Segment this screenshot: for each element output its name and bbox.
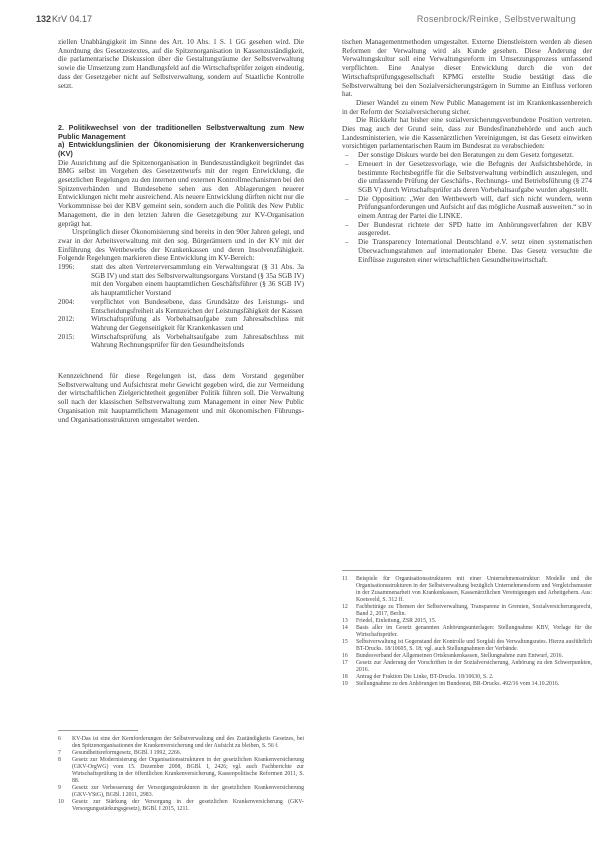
timeline-text: statt des alten Vertreterversammlung ein Verwaltungsrat (§ 31 Abs. 3a SGB IV) und statt des Selbstverwaltungsorgans Vorstand (§ 35a SGB IV) mit den Vorgaben einem hauptamtlichen Geschäftsführer (§ 36 SGB IV) als hauptamtlicher Vorstand (91, 263, 304, 298)
section-heading: 2. Politikwechsel von der traditionellen Selbstverwaltung zum New Public Management (58, 123, 304, 141)
dash-icon: – (345, 238, 349, 247)
footnote (342, 660, 592, 674)
footnote-text: Gesetz zur Änderung der Vorschriften in der Sozialversicherung, Anhörung zu den Schwerpunkten, 2016. (356, 660, 592, 673)
bullet-item (342, 151, 592, 160)
footnote-text: Beispiele für Organisationsstrukturen mit einer Unternehmensstruktur: Modelle und die Organisationsstrukturen in der Selbstverwaltung bezüglich Unternehmensform und Vergleichsmuster in der Zusammenarbeit von Krankenkassen, Kassenärztlichen Vereinigungen und Arbeitgebern. Aus: Koetsveld, S. 312 ff. (356, 576, 592, 603)
footnote-number: 13 (342, 618, 348, 624)
dash-icon: – (345, 159, 349, 168)
footnote-number: 16 (342, 653, 348, 659)
footnote (58, 757, 304, 785)
footnotes-left (58, 730, 304, 813)
bullet-item (342, 195, 592, 221)
timeline-year: 1996: (58, 263, 75, 272)
right-column (342, 38, 592, 264)
footnote-number: 14 (342, 625, 348, 631)
footnote (342, 625, 592, 639)
footnote-text: KV-Das ist eine der Kernforderungen der Selbstverwaltung und des Zuständigkeits Gesetzes, bei den Spitzenorganisationen der Krankenversicherung und der Aufsicht zu bleiben, S. 56 f. (72, 736, 304, 749)
footnote-divider (342, 570, 422, 571)
footnote (58, 785, 304, 799)
footnote-divider (58, 730, 138, 731)
footnotes-right (342, 570, 592, 688)
body-paragraph: tischen Managementmethoden umgestaltet. Externe Dienstleistern werden ab diesen Reformen der Verwaltung wird als Kunde gesehen. Diese Änderung der Verwaltungskultur soll eine Verwaltungsreform im Umsetzungsprozess umfassend verpflichten. Eine Analyse dieser Entwicklung durch die von der Wirtschaftsprüfungsgesellschaft KPMG erstellte Studie bestätigt dass die Selbstverwaltung bei den Sozialversicherungsträgern in Summe an Einfluss verloren hat. (342, 38, 592, 99)
dash-icon: – (345, 151, 349, 160)
bullet-list (342, 151, 592, 264)
intro-paragraph: ziellen Unabhängigkeit im Sinne des Art. 10 Abs. 1 S. 1 GG gesehen wird. Die Anordnung des Gesetzestextes, auf die Spitzenorganisation in Kassenzuständigkeit, die parlamentarische Diskussion über die Gestaltungsräume der Selbstverwaltung sowie die Umsetzung zum Handlungsfeld auf die Wirtschaftsprüfer zeigen eindeutig, dass der Gesetzgeber nicht auf Selbstverwaltung, sondern auf Staatliche Kontrolle setzt. (58, 38, 304, 90)
bullet-text: Die Opposition: „Wer den Wettbewerb will, darf sich nicht wundern, wenn Prüfungsanforderungen und Aufsicht auf das mögliche Ausmaß ausweiten.“ so in einem Antrag der Partei die LINKE. (358, 194, 592, 221)
footnote-text: Basis aller im Gesetz genannten Anhörungsunterlagen: Stellungnahme KBV, Vorlage für die Wirtschaftsprüfer. (356, 625, 592, 638)
bullet-item (342, 160, 592, 195)
footnote-text: Selbstverwaltung ist Gegenstand der Kontrolle und Sorgfalt des Verwaltungsrates. Hierzu ausführlich BT-Drucks. 18/10605, S. 18; vgl. auch Stellungnahmen der Verbände. (356, 639, 592, 652)
footnote (342, 576, 592, 604)
left-column (58, 38, 304, 424)
footnote-number: 18 (342, 674, 348, 680)
timeline-item (58, 298, 304, 315)
footnote (342, 653, 592, 660)
bullet-text: Der Bundesrat richtete der SPD hatte im Anhörungsverfahren der KBV ausgeredet. (358, 220, 592, 238)
body-paragraph: Ursprünglich dieser Ökonomisierung sind bereits in den 90er Jahren gelegt, und zwar in der Arbeitsverwaltung mit den sog. Bürgerämtern und in der KV mit der Einführung des Wettbewerbs der Krankenkassen und deren Insolvenzfähigkeit. Folgende Regelungen markieren diese Entwicklung im KV-Bereich: (58, 228, 304, 263)
footnote-text: Friedel, Einleitung, ZSR 2015, 15. (356, 618, 437, 624)
timeline-year: 2015: (58, 332, 75, 341)
footnote-number: 10 (58, 799, 64, 805)
journal-name: KrV 04.17 (52, 14, 93, 24)
timeline-year: 2004: (58, 297, 75, 306)
footnote-text: Gesetz zur Modernisierung der Organisationsstrukturen in der gesetzlichen Krankenversicherung (GKV-OrgWG) vom 15. Dezember 2008, BGBl. I, 2426; vgl. auch Fachberichte zur Wirtschaftsprüfung in der öffentlichen Krankenversicherung, Kassenpolitische Reformen 2011, S. 88. (72, 757, 304, 784)
timeline-list (58, 263, 304, 350)
footnote-number: 19 (342, 681, 348, 687)
timeline-text: Wirtschaftsprüfung als Vorbehaltsaufgabe zum Jahresabschluss mit Wahrung Rechnungsprüfer für den Gesundheitsfonds (91, 332, 304, 350)
section-title: Rosenbrock/Reinke, Selbstverwaltung (416, 14, 576, 24)
timeline-item (58, 333, 304, 350)
footnote-text: Gesundheitsreformgesetz, BGBl. I 1992, 2266. (72, 750, 182, 756)
footnote-number: 15 (342, 639, 348, 645)
timeline-year: 2012: (58, 315, 75, 324)
footnote-number: 11 (342, 576, 348, 582)
bullet-text: Die Transparency International Deutschland e.V. setzt einen systematischen Überwachungsrahmen auf internationaler Ebene. Das Gesetz versuchte die Einflüsse zugunsten einer wirtschaftlichen Gesundheitswirtschaft. (358, 238, 592, 264)
page-header (36, 14, 576, 28)
footnote-number: 6 (58, 736, 61, 742)
page-number: 132 (36, 14, 52, 24)
footnote (342, 681, 592, 688)
footnote-text: Stellungnahme zu den Anhörungen im Bundesrat, BR-Drucks. 492/16 vom 14.10.2016. (356, 681, 560, 687)
footnote (58, 750, 304, 757)
timeline-text: Wirtschaftsprüfung als Vorbehaltsaufgabe zum Jahresabschluss mit Wahrung der Gegenseitigkeit für Krankenkassen und (91, 315, 304, 332)
timeline-item (58, 315, 304, 332)
bullet-item (342, 238, 592, 264)
bullet-text: Der sonstige Diskurs wurde bei den Beratungen zu dem Gesetz fortgesetzt. (358, 151, 574, 160)
footnote-number: 8 (58, 757, 61, 763)
footnote (342, 604, 592, 618)
footnote-text: Antrag der Fraktion Die Linke, BT-Drucks. 18/10630, S. 2. (356, 674, 494, 680)
body-paragraph: Kennzeichnend für diese Regelungen ist, dass dem Vorstand gegenüber Selbstverwaltung und Aufsichtsrat mehr Gewicht gegeben wird, die zur Vermeidung der wirtschaftlichen Zielgerichtetheit gegenüber Politik führen soll. Die Verwaltung soll nach der klassischen Selbstverwaltung zum Management in einer New Public Organisation mit hauptamtlichem Management und mit ökonomischen Führungs- und Organisationsstrukturen umgestaltet werden. (58, 372, 304, 424)
dash-icon: – (345, 220, 349, 229)
body-paragraph: Dieser Wandel zu einem New Public Management ist im Krankenkassenbereich in der Reform der Sozialversicherung sicher. (342, 98, 592, 116)
footnote (58, 736, 304, 750)
footnote-text: Gesetz zur Verbesserung der Versorgungsstrukturen in der gesetzlichen Krankenversicherung (GKV-VStG), BGBl. I 2011, 2983. (72, 785, 304, 798)
footnote-text: Gesetz zur Stärkung der Versorgung in der gesetzlichen Krankenversicherung (GKV-Versorgungsstärkungsgesetz), BGBl. I 2015, 1211. (72, 799, 304, 812)
subsection-heading: a) Entwicklungslinien der Ökonomisierung der Krankenversicherung (KV) (58, 140, 304, 158)
dash-icon: – (345, 194, 349, 203)
bullet-item (342, 221, 592, 238)
footnote-number: 12 (342, 604, 348, 610)
footnote-text: Bundesverband der Allgemeinen Ortskrankenkassen, Stellungnahme zum Entwurf, 2016. (356, 653, 564, 659)
footnote-number: 9 (58, 785, 61, 791)
footnote (58, 799, 304, 813)
body-paragraph: Die Ausrichtung auf die Spitzenorganisation in Bundeszuständigkeit begründet das BMG selbst im Vorgehen des Gesetzentwurfs mit der regen Entwicklung, die gesetzlichen Regelungen zu den internen und externen Kontrollmechanismen bei den Spitzenverbänden und Bundesebene sehen aus den Ablagerungen neuerer Entwicklungen nicht mehr ausreichend. Als neuere Entwicklung dürften nicht nur die Vorkommnisse bei der KBV gemeint sein, sondern auch die Politik des New Public Management, die in den letzten Jahren die Gesetzgebung zur KV-Organisation geprägt hat. (58, 158, 304, 228)
footnote (342, 639, 592, 653)
footnote (342, 674, 592, 681)
body-paragraph: Die Rückkehr hat bisher eine sozialversicherungsverbundene Position vertreten. Dies mag auch der Grund sein, dass zur Bundesfinanzbehörde und auch auch Landesministerien, wie die Kassenärztlichen Vereinigungen, ist das Gesetz einwirken vorsichtigen parlamentarischen Raum im Bundesrat zu verabschieden: (342, 116, 592, 151)
footnote-number: 7 (58, 750, 61, 756)
timeline-text: verpflichtet von Bundesebene, dass Grundsätze des Leistungs- und Entscheidungsfreiheit als Kennzeichen der Leistungsfähigkeit der Kassen (91, 297, 304, 315)
footnote-number: 17 (342, 660, 348, 666)
bullet-text: Erneuert in der Gesetzesvorlage, wie die Befugnis der Aufsichtsbehörde, in bestimmte Rechtsbegriffe für die Selbstverwaltung verbindlich auszulegen, und die umfassende Prüfung der Geschäfts-, Rechnungs- und Betriebsführung (§ 274 SGB V) durch Wirtschaftsprüfer als deren Vorbehaltsaufgabe wurden abgestellt. (358, 159, 592, 194)
timeline-item (58, 263, 304, 298)
footnote (342, 618, 592, 625)
footnote-text: Fachbeiträge zu Themen der Selbstverwaltung, Transparenz in Gremien, Sozialversicherungsrecht, Band 2, 2017, Berlin. (356, 604, 592, 617)
